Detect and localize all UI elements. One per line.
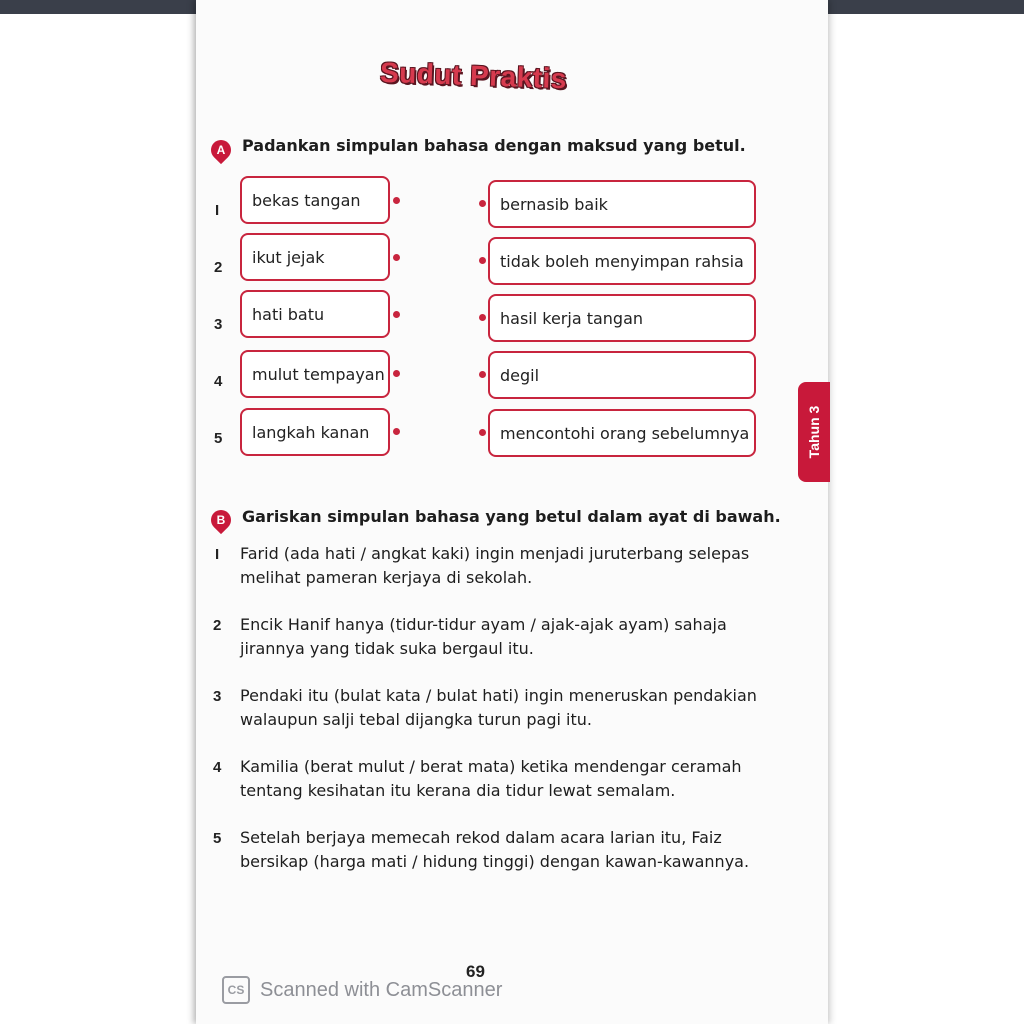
sentence-line: tentang kesihatan itu kerana dia tidur lewat semalam.	[240, 781, 676, 800]
year-tab	[798, 382, 830, 482]
page-number: 69	[466, 962, 485, 981]
item-number: 3	[214, 316, 223, 333]
match-dot	[479, 314, 486, 321]
sentence-line: melihat pameran kerjaya di sekolah.	[240, 568, 533, 587]
section-b-letter: B	[216, 513, 226, 527]
section-a-instruction: Padankan simpulan bahasa dengan maksud yang betul.	[242, 136, 746, 155]
sentence-number: 2	[213, 617, 222, 634]
item-number: I	[215, 202, 220, 219]
sentence-line: jirannya yang tidak suka bergaul itu.	[240, 639, 534, 658]
left-phrase-box: mulut tempayan	[240, 350, 390, 398]
right-meaning-box: bernasib baik	[488, 180, 756, 228]
match-dot	[479, 429, 486, 436]
sentence-line: Farid (ada hati / angkat kaki) ingin menjadi juruterbang selepas	[240, 544, 750, 563]
page-title: Sudut Praktis	[379, 56, 568, 95]
sentence-line: Encik Hanif hanya (tidur-tidur ayam / ajak-ajak ayam) sahaja	[240, 615, 727, 634]
right-meaning-box: mencontohi orang sebelumnya	[488, 409, 756, 457]
sentence-line: walaupun salji tebal dijangka turun pagi itu.	[240, 710, 592, 729]
left-phrase-box: ikut jejak	[240, 233, 390, 281]
sentence-item	[240, 826, 760, 874]
sentence-number: 4	[213, 759, 222, 776]
item-number: 2	[214, 259, 223, 276]
right-meaning-box: degil	[488, 351, 756, 399]
camscanner-logo-icon: CS	[222, 976, 250, 1004]
match-dot	[393, 311, 400, 318]
section-a-letter: A	[216, 143, 226, 157]
scanner-watermark	[222, 976, 502, 1004]
year-tab-label: Tahun 3	[806, 405, 822, 459]
match-dot	[479, 371, 486, 378]
right-meaning-box: hasil kerja tangan	[488, 294, 756, 342]
left-phrase-box: langkah kanan	[240, 408, 390, 456]
section-a-marker	[207, 136, 235, 164]
match-dot	[479, 257, 486, 264]
right-meaning-box: tidak boleh menyimpan rahsia	[488, 237, 756, 285]
left-phrase-box: bekas tangan	[240, 176, 390, 224]
section-b-marker	[207, 506, 235, 534]
match-dot	[393, 370, 400, 377]
section-b-instruction: Gariskan simpulan bahasa yang betul dalam ayat di bawah.	[242, 507, 781, 526]
left-phrase-box: hati batu	[240, 290, 390, 338]
match-dot	[393, 197, 400, 204]
match-dot	[393, 428, 400, 435]
sentence-item	[240, 684, 760, 732]
sentence-line: Kamilia (berat mulut / berat mata) ketika mendengar ceramah	[240, 757, 742, 776]
sentence-item	[240, 613, 760, 661]
match-dot	[479, 200, 486, 207]
sentence-item	[240, 542, 760, 590]
sentence-item	[240, 755, 760, 803]
sentence-number: 5	[213, 830, 222, 847]
item-number: 5	[214, 430, 223, 447]
watermark-text: Scanned with CamScanner	[260, 978, 503, 1001]
item-number: 4	[214, 373, 223, 390]
sentence-line: Pendaki itu (bulat kata / bulat hati) ingin meneruskan pendakian	[240, 686, 757, 705]
match-dot	[393, 254, 400, 261]
sentence-line: bersikap (harga mati / hidung tinggi) dengan kawan-kawannya.	[240, 852, 750, 871]
sentence-number: I	[215, 546, 220, 563]
sentence-line: Setelah berjaya memecah rekod dalam acara larian itu, Faiz	[240, 828, 722, 847]
sentence-number: 3	[213, 688, 222, 705]
